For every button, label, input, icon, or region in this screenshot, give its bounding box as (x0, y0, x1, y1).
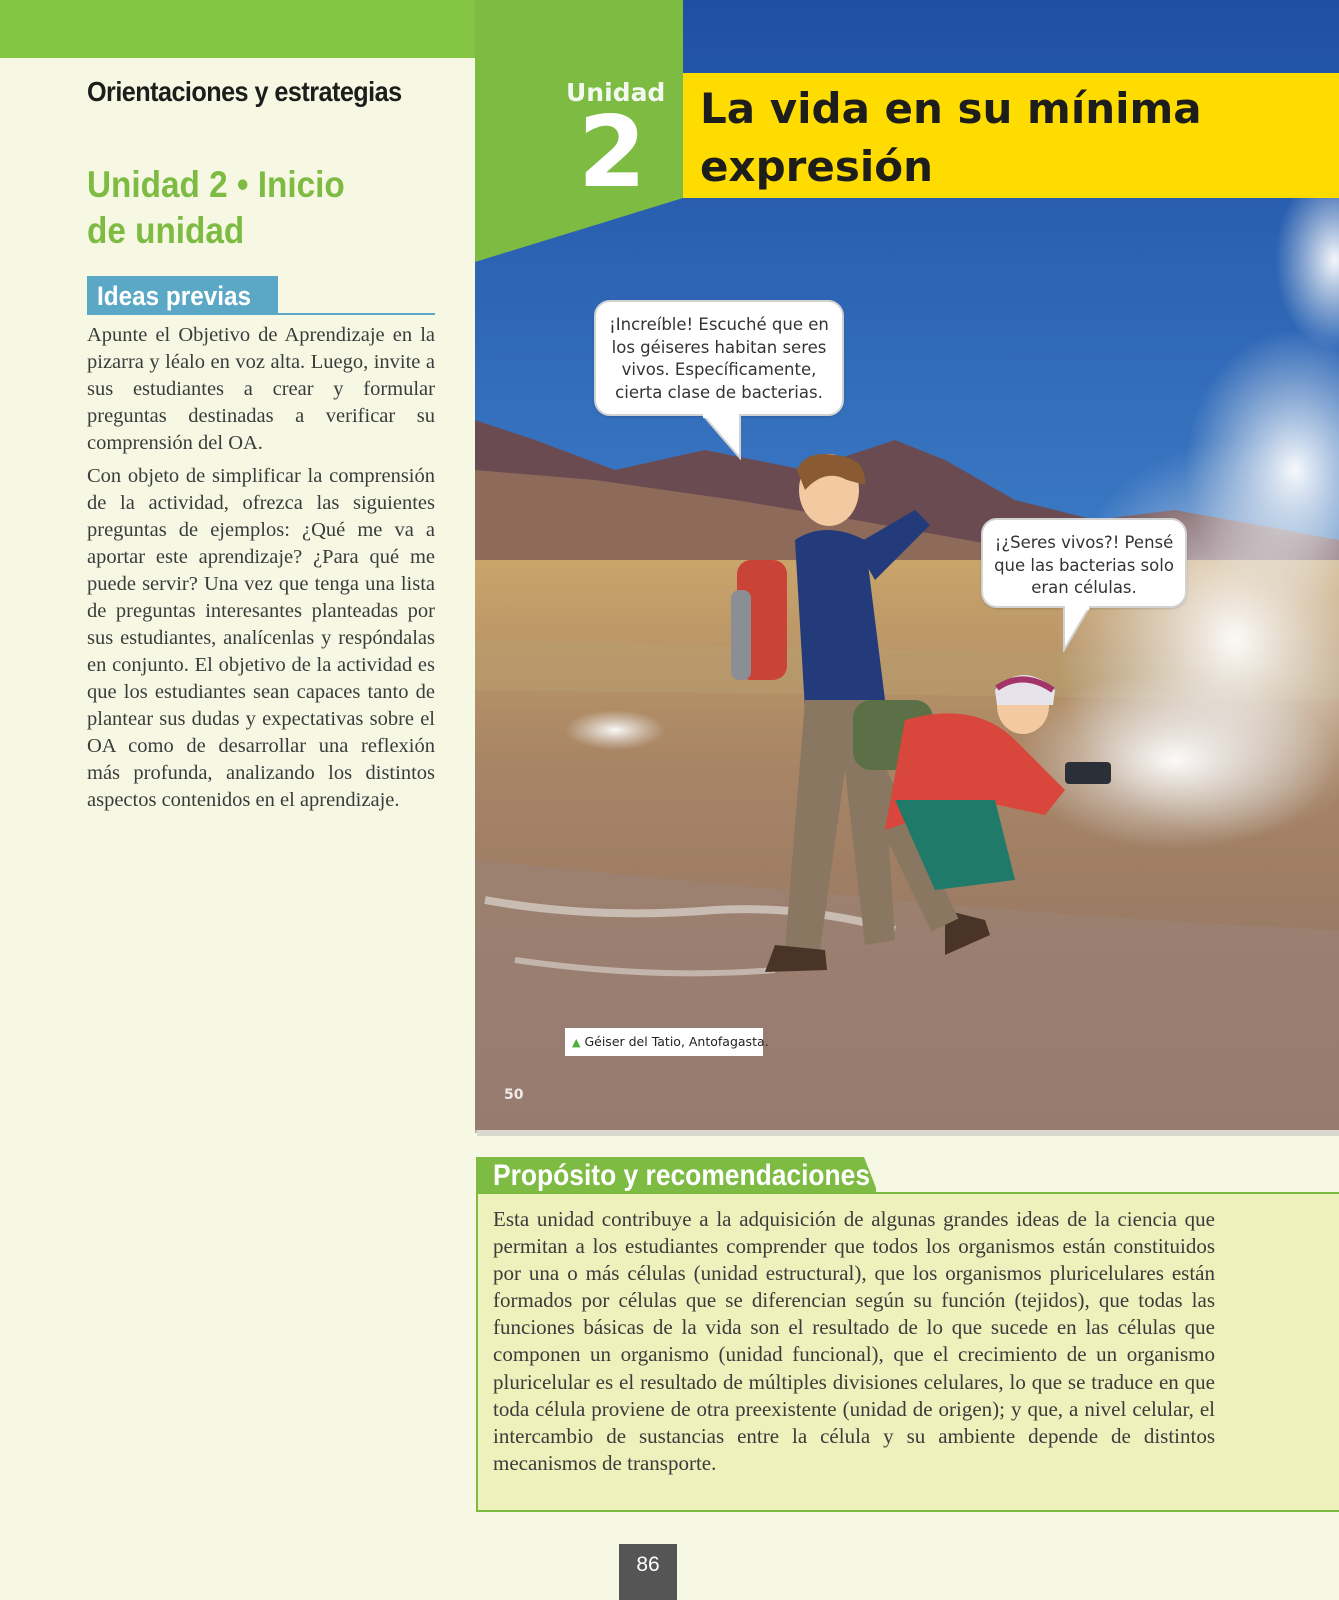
unit-number: 2 (578, 96, 647, 210)
unit-label: Unidad (566, 78, 666, 107)
sidebar-body (87, 322, 435, 820)
speech-bubble-boy-tail (700, 414, 750, 460)
purpose-text: Esta unidad contribuye a la adquisición de algunas grandes ideas de la ciencia que permitan a los estudiantes comprender que todos los organismos están constituidos por una o más células (unidad estructural), que los organismos pluricelulares están formados por células que se diferencian según su función (tejidos), que todas las funciones básicas de la vida son el resultado de lo que sucede en las células que componen un organismo (unidad funcional), que el crecimiento de un organismo pluricelular es el resultado de múltiples divisiones celulares, lo que se traduce en que toda célula proviene de otra preexistente (unidad de origen); y que, a nivel celular, el intercambio de sustancias entre la célula y su ambiente depende de distintos mecanismos de transporte. (493, 1207, 1215, 1475)
speech-bubble-girl-tail (1060, 606, 1094, 652)
student-page-title: La vida en su mínima expresión (700, 84, 1202, 191)
ideas-rule (87, 313, 435, 315)
page-number: 86 (619, 1544, 677, 1600)
top-green-bar (0, 0, 476, 58)
sidebar-paragraph: Apunte el Objetivo de Aprendizaje en la pizarra y léalo en voz alta. Luego, invite a sus estudiantes a crear y formular preguntas destinadas a verificar su comprensión del OA. (87, 324, 435, 454)
unit-title: Unidad 2 • Inicio de unidad (87, 164, 345, 251)
purpose-title: Propósito y recomendaciones (493, 1159, 871, 1192)
ideas-previas-label: Ideas previas (97, 281, 252, 311)
photo-caption (565, 1028, 769, 1056)
caption-triangle-icon: ▲ (572, 1036, 581, 1049)
student-page-folio: 50 (504, 1087, 524, 1103)
illustration-shadow (477, 1130, 1339, 1136)
section-heading: Orientaciones y estrategias (87, 76, 402, 107)
sidebar-paragraph: Con objeto de simplificar la comprensión de la actividad, ofrezca las siguientes preguntas de ejemplos: ¿Qué me va a aportar este aprendizaje? ¿Para qué me puede servir? Una vez que tenga una lista de preguntas interesantes planteadas por sus estudiantes, analícenlas y respóndalas en conjunto. El objetivo de la actividad es que los estudiantes sean capaces tanto de plantear sus dudas y expectativas sobre el OA como de desarrollar una reflexión más profunda, analizando los distintos aspectos contenidos en el aprendizaje. (87, 465, 435, 811)
ideas-previas-tag (87, 276, 278, 314)
speech-bubble-girl: ¡¿Seres vivos?! Pensé que las bacterias solo eran células. (981, 518, 1187, 608)
caption-text: Géiser del Tatio, Antofagasta. (584, 1034, 769, 1049)
speech-bubble-boy: ¡Increíble! Escuché que en los géiseres habitan seres vivos. Específicamente, cierta clase de bacterias. (594, 300, 844, 416)
